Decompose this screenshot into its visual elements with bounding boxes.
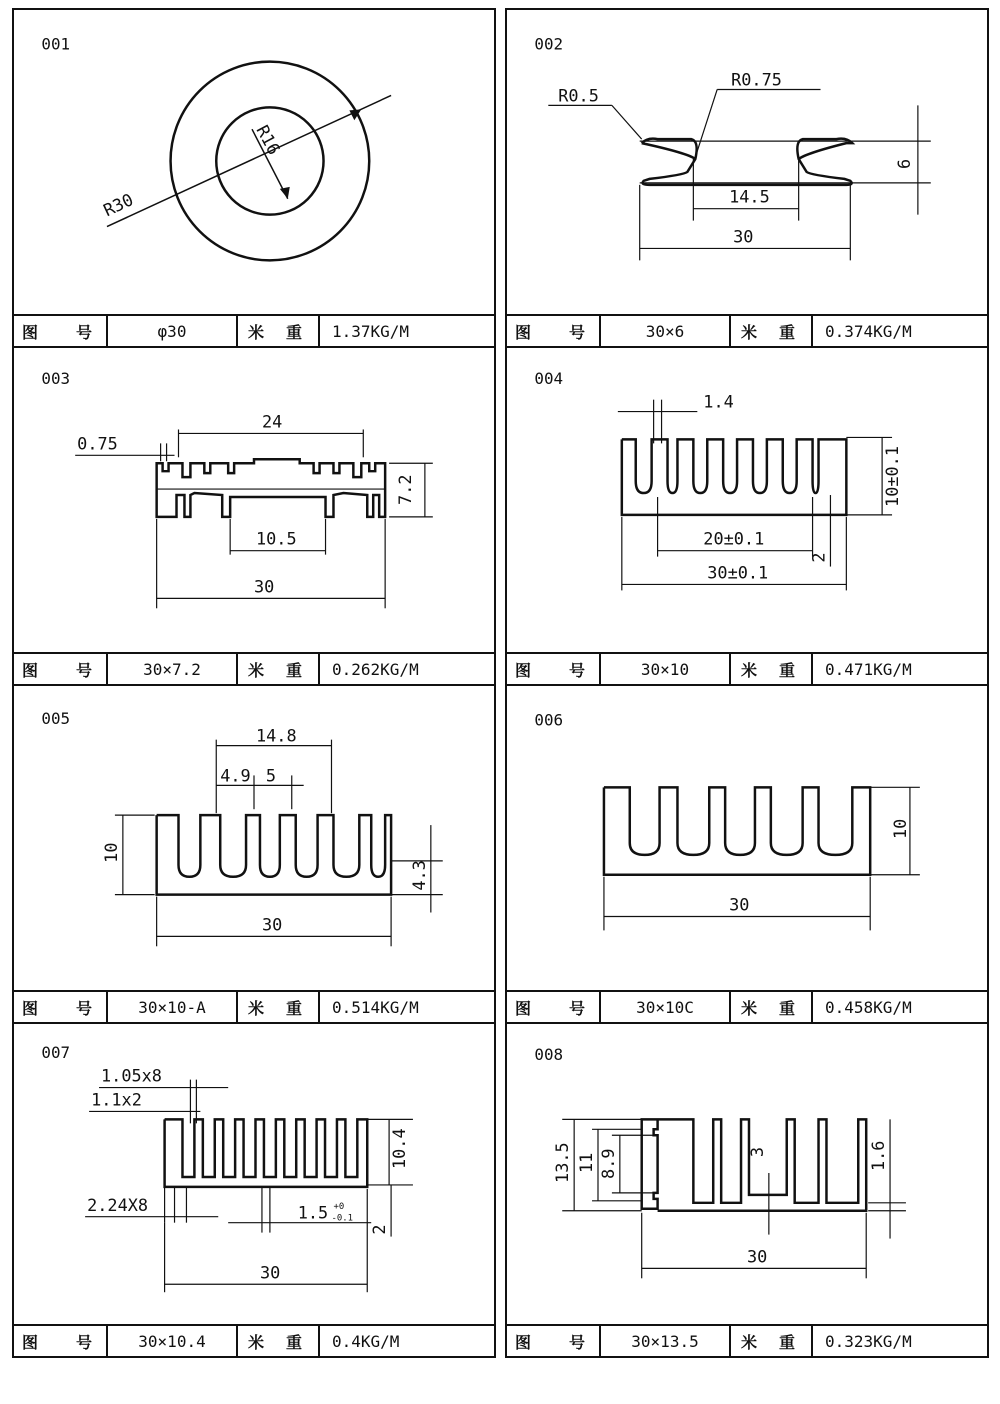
profile-outline [157,459,385,517]
weight-value: 1.37KG/M [332,321,410,341]
dim-tol-minus: -0.1 [331,1213,354,1224]
dim-tol-plus: +0 [333,1201,345,1212]
profile-007-svg [14,1024,494,1324]
spec-value: φ30 [108,316,238,346]
panel-007 [12,1022,496,1358]
panel-004 [505,346,989,686]
dim-inner: 14.5 [729,186,770,207]
drawing-no-label: 图 号 [14,316,108,346]
dim-base: 2 [369,1224,390,1235]
leader-line [695,89,717,157]
weight-value: 0.262KG/M [332,659,419,679]
dim-width: 30 [747,1246,768,1267]
dim-top: 24 [261,411,283,432]
weight-label: 米 重 [238,316,320,346]
weight-value: 0.471KG/M [825,659,912,679]
panel-002 [505,8,989,348]
dim-top: 14.8 [255,725,297,746]
drawing-no-label: 图 号 [507,654,601,684]
info-bar-007 [14,1324,494,1356]
dim-height: 7.2 [394,474,415,505]
panel-006 [505,684,989,1024]
info-bar-004 [507,652,987,684]
drawing-005 [14,686,494,990]
profile-outline [604,787,870,874]
dim-tol: 1.5 [297,1202,329,1223]
drawing-no-label: 图 号 [14,1326,108,1356]
panel-003 [12,346,496,686]
weight-value: 0.458KG/M [825,997,912,1017]
panel-id-003: 003 [41,368,71,388]
dim-total-height: 13.5 [552,1142,573,1183]
arrow-head [280,187,290,199]
outer-circle [171,62,370,261]
panel-id-005: 005 [41,708,71,728]
drawing-002 [507,10,987,314]
weight-label: 米 重 [238,654,320,684]
profile-outline [642,139,853,185]
dim-fin-a: 1.05x8 [101,1065,162,1086]
panel-id-008: 008 [534,1044,564,1064]
dim-height: 10.4 [388,1128,409,1170]
info-bar-005 [14,990,494,1022]
dim-base: 2 [808,552,829,563]
dim-width: 30±0.1 [707,562,769,583]
weight-label: 米 重 [731,654,813,684]
panel-005 [12,684,496,1024]
spec-value: 30×10C [601,992,731,1022]
weight-value: 0.514KG/M [332,997,419,1017]
dim-gap: 2.24X8 [87,1194,149,1215]
dim-base: 1.6 [868,1140,889,1172]
profile-005-svg [14,686,494,990]
drawing-004 [507,348,987,652]
spec-value: 30×7.2 [108,654,238,684]
spec-value: 30×6 [601,316,731,346]
dim-pitch: 20±0.1 [703,528,765,549]
weight-label: 米 重 [731,1326,813,1356]
panel-id-006: 006 [534,710,564,730]
spec-value: 30×10 [601,654,731,684]
dim-outer-radius: R30 [100,189,137,221]
profile-002-svg [507,10,987,314]
dim-fin: 1.4 [703,391,734,412]
profile-006-svg [507,686,987,990]
dim-b: 5 [265,765,277,786]
dim-inner-radius: R16 [252,121,285,159]
profile-outline [157,815,391,894]
dim-base: 4.3 [408,860,429,891]
panel-id-007: 007 [41,1042,71,1062]
info-bar-006 [507,990,987,1022]
weight-label: 米 重 [238,992,320,1022]
dim-height: 10±0.1 [882,445,903,507]
leader-line [612,105,642,139]
panel-008 [505,1022,989,1358]
profile-outline [165,1119,368,1187]
panel-001 [12,8,496,348]
weight-value: 0.374KG/M [825,321,912,341]
profile-outline [642,1119,867,1210]
spec-value: 30×10-A [108,992,238,1022]
spec-value: 30×13.5 [601,1326,731,1356]
panel-id-001: 001 [41,34,71,54]
drawing-006 [507,686,987,990]
profile-008-svg [507,1024,987,1324]
profile-001-svg [14,10,494,314]
weight-label: 米 重 [238,1326,320,1356]
info-bar-002 [507,314,987,346]
dim-radius-1: R0.5 [558,85,599,106]
drawing-no-label: 图 号 [14,992,108,1022]
panel-id-002: 002 [534,34,564,54]
info-bar-003 [14,652,494,684]
drawing-001 [14,10,494,314]
dim-inner: 10.5 [255,528,297,549]
drawing-no-label: 图 号 [507,316,601,346]
dim-mid-height: 11 [576,1152,597,1174]
dim-slot: 3 [746,1146,767,1158]
dim-radius-2: R0.75 [731,69,782,90]
profile-003-svg [14,348,494,652]
dim-a: 4.9 [220,765,251,786]
drawing-008 [507,1024,987,1324]
dim-fin-b: 1.1x2 [91,1089,142,1110]
dim-slot: 0.75 [77,433,118,454]
dim-height: 10 [889,818,910,839]
dim-width: 30 [729,894,750,915]
dim-width: 30 [733,226,754,247]
drawing-003 [14,348,494,652]
info-bar-001 [14,314,494,346]
drawing-no-label: 图 号 [14,654,108,684]
spec-value: 30×10.4 [108,1326,238,1356]
dim-width: 30 [253,576,275,597]
weight-label: 米 重 [731,992,813,1022]
weight-label: 米 重 [731,316,813,346]
dim-height: 10 [100,842,121,863]
panel-id-004: 004 [534,368,564,388]
dim-height: 6 [893,158,914,169]
drawing-no-label: 图 号 [507,1326,601,1356]
drawing-007 [14,1024,494,1324]
drawing-no-label: 图 号 [507,992,601,1022]
dim-inner-height: 8.9 [597,1148,618,1179]
weight-value: 0.4KG/M [332,1331,400,1351]
outer-radius-line [107,95,391,226]
dim-width: 30 [261,914,283,935]
info-bar-008 [507,1324,987,1356]
weight-value: 0.323KG/M [825,1331,912,1351]
profile-004-svg [507,348,987,652]
dim-width: 30 [259,1262,281,1283]
